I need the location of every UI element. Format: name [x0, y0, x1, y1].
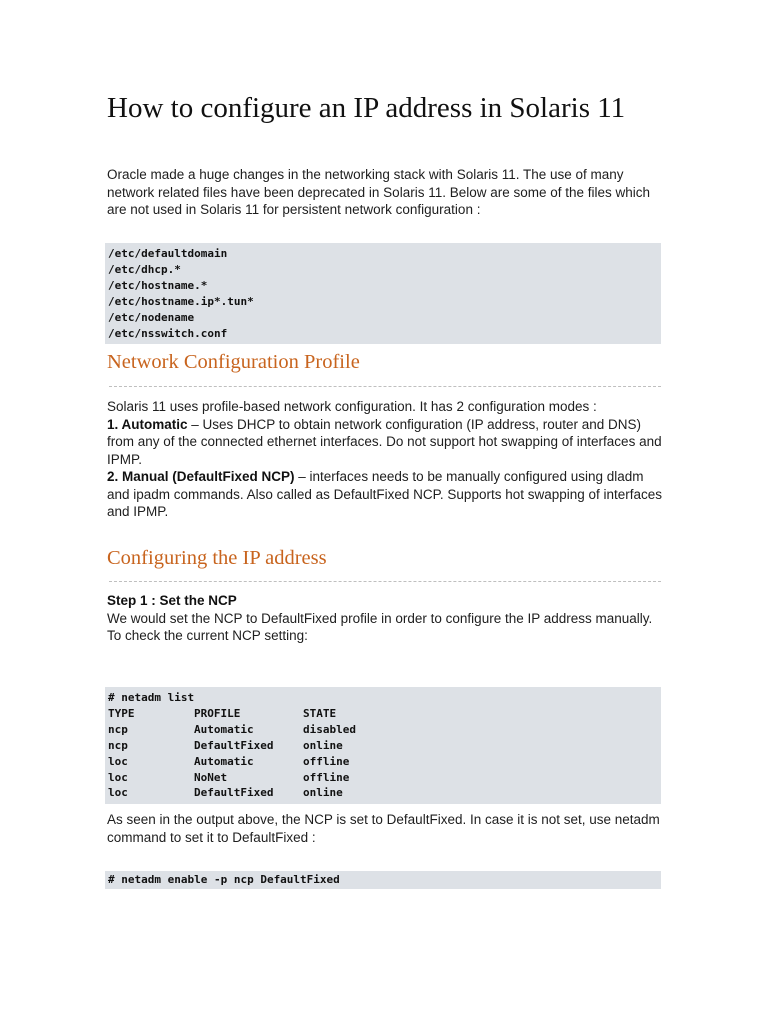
header-type: TYPE — [108, 706, 135, 720]
cell-type: ncp — [108, 738, 128, 752]
table-row — [108, 754, 658, 770]
cell-type: loc — [108, 770, 128, 784]
step1-line2: To check the current NCP setting: — [107, 628, 308, 643]
section-divider — [109, 386, 661, 387]
header-state: STATE — [303, 706, 337, 720]
cell-state: online — [303, 786, 343, 800]
cell-type: ncp — [108, 722, 128, 736]
step1-label — [107, 592, 667, 610]
code-line: /etc/defaultdomain — [108, 247, 228, 260]
code-line: /etc/nsswitch.conf — [108, 326, 228, 340]
table-row — [108, 785, 658, 801]
cell-state: disabled — [303, 722, 356, 736]
cell-profile: DefaultFixed — [194, 738, 274, 752]
mode-manual-text: – interfaces needs to be manually configured using dladm and ipadm commands. Also called as DefaultFixed NCP. Supports hot swapping of interfaces and IPMP. — [107, 469, 663, 519]
code-line: /etc/hostname.ip*.tun* — [108, 294, 254, 308]
cell-profile: DefaultFixed — [194, 786, 274, 800]
step1-paragraph — [107, 592, 667, 645]
intro-text: Oracle made a huge changes in the networking stack with Solaris 11. The use of many network related files have been deprecated in Solaris 11. Below are some of the files which are not used in Solaris 11 for persistent network configuration : — [107, 167, 651, 217]
step1-label-text: Step 1 : Set the NCP — [107, 593, 237, 608]
mode-automatic — [107, 416, 667, 469]
cell-state: offline — [303, 754, 350, 768]
table-row — [108, 722, 658, 738]
mode-automatic-text: – Uses DHCP to obtain network configuration (IP address, router and DNS) from any of the connected ethernet interfaces. Do not support hot swapping of interfaces and IPMP. — [107, 416, 662, 467]
header-profile: PROFILE — [194, 706, 241, 720]
intro-paragraph — [107, 166, 667, 219]
page-title: How to configure an IP address in Solaris 11 — [107, 92, 626, 124]
table-row — [108, 770, 658, 786]
netadm-list-command: # netadm list — [108, 691, 195, 704]
ncp-modes-paragraph — [107, 398, 667, 521]
cell-profile: NoNet — [194, 770, 228, 784]
netadm-enable-code-block — [105, 871, 661, 889]
netadm-list-header-row — [108, 706, 658, 722]
cell-profile: Automatic — [194, 722, 254, 736]
code-line: /etc/dhcp.* — [108, 262, 181, 276]
ncp-modes-intro: Solaris 11 uses profile-based network configuration. It has 2 configuration modes : — [107, 399, 597, 414]
cell-type: loc — [108, 754, 128, 768]
cell-state: online — [303, 738, 343, 752]
section-heading-configuring-ip: Configuring the IP address — [107, 547, 327, 569]
cell-profile: Automatic — [194, 754, 254, 768]
after-output-text: As seen in the output above, the NCP is set to DefaultFixed. In case it is not set, use netadm command to set it to DefaultFixed : — [107, 812, 660, 845]
after-output-paragraph — [107, 811, 667, 846]
cell-type: loc — [108, 786, 128, 800]
section-heading-network-configuration-profile: Network Configuration Profile — [107, 351, 360, 373]
mode-automatic-label: 1. Automatic — [107, 416, 188, 432]
mode-manual — [107, 468, 667, 521]
section-divider — [109, 581, 661, 582]
table-row — [108, 738, 658, 754]
step1-line1: We would set the NCP to DefaultFixed profile in order to configure the IP address manually. — [107, 610, 653, 626]
code-line: /etc/hostname.* — [108, 278, 208, 292]
mode-manual-label: 2. Manual (DefaultFixed NCP) — [107, 469, 295, 484]
netadm-list-code-block — [105, 687, 661, 804]
deprecated-files-code-block — [105, 243, 661, 344]
netadm-enable-command: # netadm enable -p ncp DefaultFixed — [108, 873, 340, 886]
code-line: /etc/nodename — [108, 310, 195, 324]
cell-state: offline — [303, 770, 350, 784]
